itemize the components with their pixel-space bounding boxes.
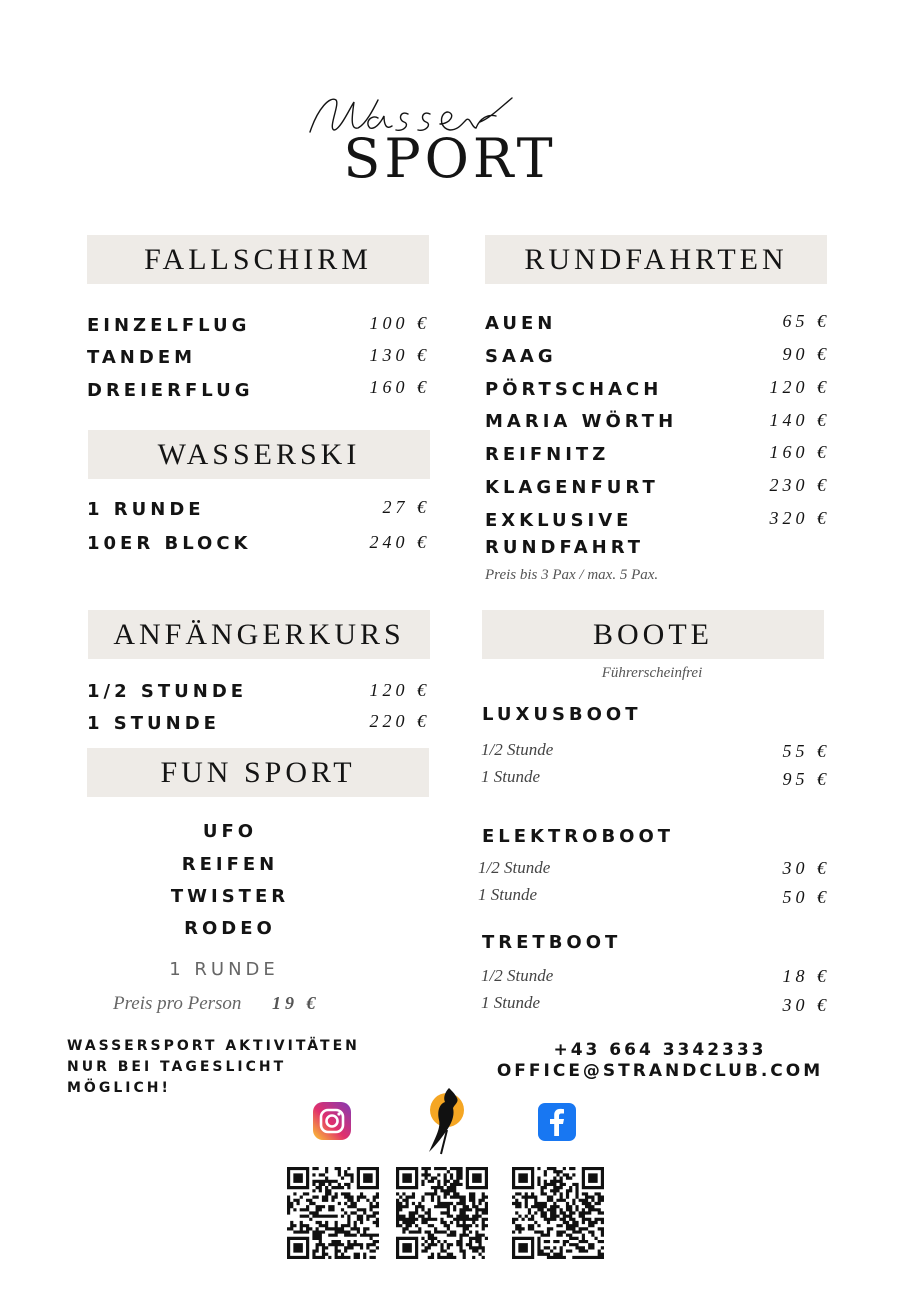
rate-duration: 1 Stunde — [481, 993, 541, 1012]
item-name: MARIA WÖRTH — [485, 411, 678, 432]
funsport-price: 19 € — [272, 993, 320, 1013]
item-name: EINZELFLUG — [87, 315, 251, 336]
item-price: 27 € — [382, 497, 430, 517]
item-name: 10ER BLOCK — [87, 533, 252, 554]
item-name: REIFNITZ — [485, 444, 610, 465]
item-price: 160 € — [369, 377, 430, 397]
item-name: 1 STUNDE — [87, 713, 220, 734]
rate-price: 95 € — [782, 769, 830, 789]
item-price: 230 € — [769, 475, 830, 495]
item-price: 65 € — [782, 311, 830, 331]
rate-duration: 1/2 Stunde — [481, 966, 554, 985]
funsport-unit: 1 RUNDE — [169, 959, 279, 980]
item-name: 1 RUNDE — [87, 499, 205, 520]
section-heading-rundfahrten: RUNDFAHRTEN — [485, 235, 827, 284]
boote-subtitle: Führerscheinfrei — [601, 665, 703, 681]
item-price: 220 € — [369, 711, 430, 731]
phone-number[interactable]: +43 664 3342333 — [553, 1040, 767, 1060]
notice-line: MÖGLICH! — [67, 1080, 171, 1096]
notice-line: NUR BEI TAGESLICHT — [67, 1059, 287, 1075]
parrot-logo-icon — [425, 1086, 469, 1156]
rate-duration: 1 Stunde — [481, 767, 541, 786]
rate-price: 30 € — [782, 995, 830, 1015]
item-name: PÖRTSCHACH — [485, 379, 663, 400]
boat-name-luxusboot: LUXUSBOOT — [482, 704, 642, 725]
page-title: SPORT — [343, 127, 557, 190]
item-price: 140 € — [769, 410, 830, 430]
rate-duration: 1/2 Stunde — [481, 740, 554, 759]
funsport-item: UFO — [202, 821, 258, 842]
item-name: TANDEM — [87, 347, 197, 368]
rate-price: 18 € — [782, 966, 830, 986]
item-price: 100 € — [369, 313, 430, 333]
section-heading-fallschirm: FALLSCHIRM — [87, 235, 429, 284]
item-name: SAAG — [485, 346, 557, 367]
item-name: AUEN — [485, 313, 557, 334]
qr-code-icon[interactable] — [512, 1167, 604, 1259]
email-address[interactable]: OFFICE@STRANDCLUB.COM — [496, 1061, 824, 1081]
rate-duration: 1/2 Stunde — [478, 858, 551, 877]
item-name-continued: RUNDFAHRT — [485, 537, 645, 558]
item-price: 120 € — [769, 377, 830, 397]
funsport-item: TWISTER — [170, 886, 290, 907]
daylight-notice — [67, 1036, 360, 1099]
qr-code-icon[interactable] — [287, 1167, 379, 1259]
facebook-icon[interactable] — [537, 1102, 577, 1142]
funsport-item: REIFEN — [181, 854, 279, 875]
boat-name-elektroboot: ELEKTROBOOT — [482, 826, 675, 847]
item-name: EXKLUSIVE — [485, 510, 633, 531]
rate-price: 30 € — [782, 858, 830, 878]
qr-code-icon[interactable] — [396, 1167, 488, 1259]
item-price: 90 € — [782, 344, 830, 364]
item-name: KLAGENFURT — [485, 477, 659, 498]
funsport-price-label: Preis pro Person — [113, 993, 242, 1014]
section-heading-anfaengerkurs: ANFÄNGERKURS — [88, 610, 430, 659]
item-name: DREIERFLUG — [87, 380, 254, 401]
rate-price: 55 € — [782, 741, 830, 761]
section-heading-funsport: FUN SPORT — [87, 748, 429, 797]
rundfahrten-note: Preis bis 3 Pax / max. 5 Pax. — [485, 567, 659, 583]
contact-block — [470, 1040, 850, 1082]
rate-duration: 1 Stunde — [478, 885, 538, 904]
rate-price: 50 € — [782, 887, 830, 907]
item-price: 130 € — [369, 345, 430, 365]
boat-name-tretboot: TRETBOOT — [482, 932, 622, 953]
item-price: 120 € — [369, 680, 430, 700]
section-heading-wasserski: WASSERSKI — [88, 430, 430, 479]
item-price: 240 € — [369, 532, 430, 552]
item-name: 1/2 STUNDE — [87, 681, 248, 702]
section-heading-boote: BOOTE — [482, 610, 824, 659]
item-price: 160 € — [769, 442, 830, 462]
instagram-icon[interactable] — [312, 1101, 352, 1141]
notice-line: WASSERSPORT AKTIVITÄTEN — [67, 1038, 360, 1054]
item-price: 320 € — [769, 508, 830, 528]
funsport-item: RODEO — [184, 918, 276, 939]
